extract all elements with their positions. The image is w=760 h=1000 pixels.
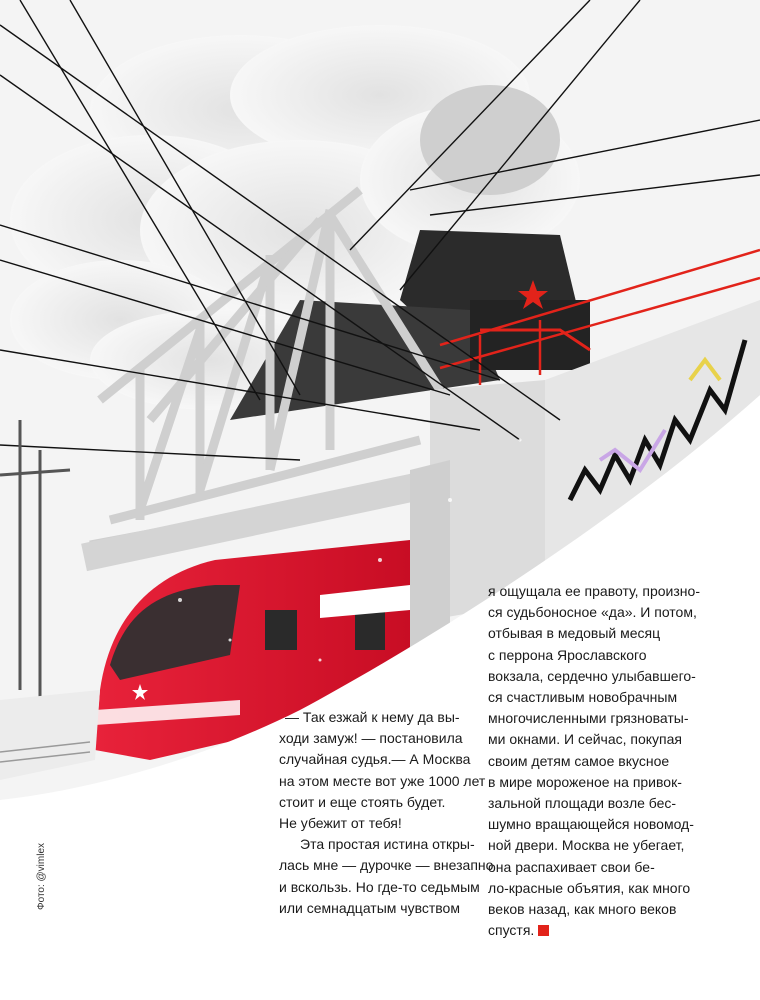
text-line: ся счастливым новобрачным — [488, 689, 678, 706]
text-line: Не убежит от тебя! — [279, 815, 402, 832]
text-line: случайная судья.— А Москва — [279, 751, 471, 768]
text-line: с перрона Ярославского — [488, 646, 647, 663]
text-line: на этом месте вот уже 1000 лет — [279, 772, 486, 789]
text-line: стоит и еще стоять будет. — [279, 793, 446, 810]
article-column-left — [279, 707, 494, 919]
text-line: ся судьбоносное «да». И потом, — [488, 604, 697, 621]
article-column-right — [488, 581, 703, 941]
text-line: ходи замуж! — постановила — [279, 730, 463, 747]
text-line: Эта простая истина откры- — [300, 836, 475, 853]
text-line: своим детям самое вкусное — [488, 752, 670, 769]
text-line-last — [488, 920, 703, 941]
text-line-last-content: спустя. — [488, 922, 535, 939]
text-line: — Так езжай к нему да вы- — [285, 709, 460, 725]
text-line: ной двери. Москва не убегает, — [488, 837, 685, 854]
text-line: я ощущала ее правоту, произно- — [488, 583, 700, 599]
text-line: шумно вращающейся новомод- — [488, 816, 694, 833]
end-of-article-mark — [538, 925, 549, 936]
text-line: и вскользь. Но где-то седьмым — [279, 878, 480, 895]
text-line: многочисленными грязноваты- — [488, 710, 689, 727]
text-line: зальной площади возле бес- — [488, 795, 677, 812]
text-line: лась мне — дурочке — внезапно — [279, 857, 494, 874]
text-line: ми окнами. И сейчас, покупая — [488, 731, 683, 748]
photo-credit: Фото: @vimlex — [36, 842, 47, 910]
text-line: отбывая в медовый месяц — [488, 625, 661, 642]
text-line: ло-красные объятия, как много — [488, 879, 691, 896]
text-line: веков назад, как много веков — [488, 901, 677, 918]
text-line: она распахивает свои бе- — [488, 858, 655, 875]
text-line: в мире мороженое на привок- — [488, 773, 682, 790]
text-line: вокзала, сердечно улыбавшего- — [488, 667, 696, 684]
text-line: или семнадцатым чувством — [279, 899, 460, 916]
